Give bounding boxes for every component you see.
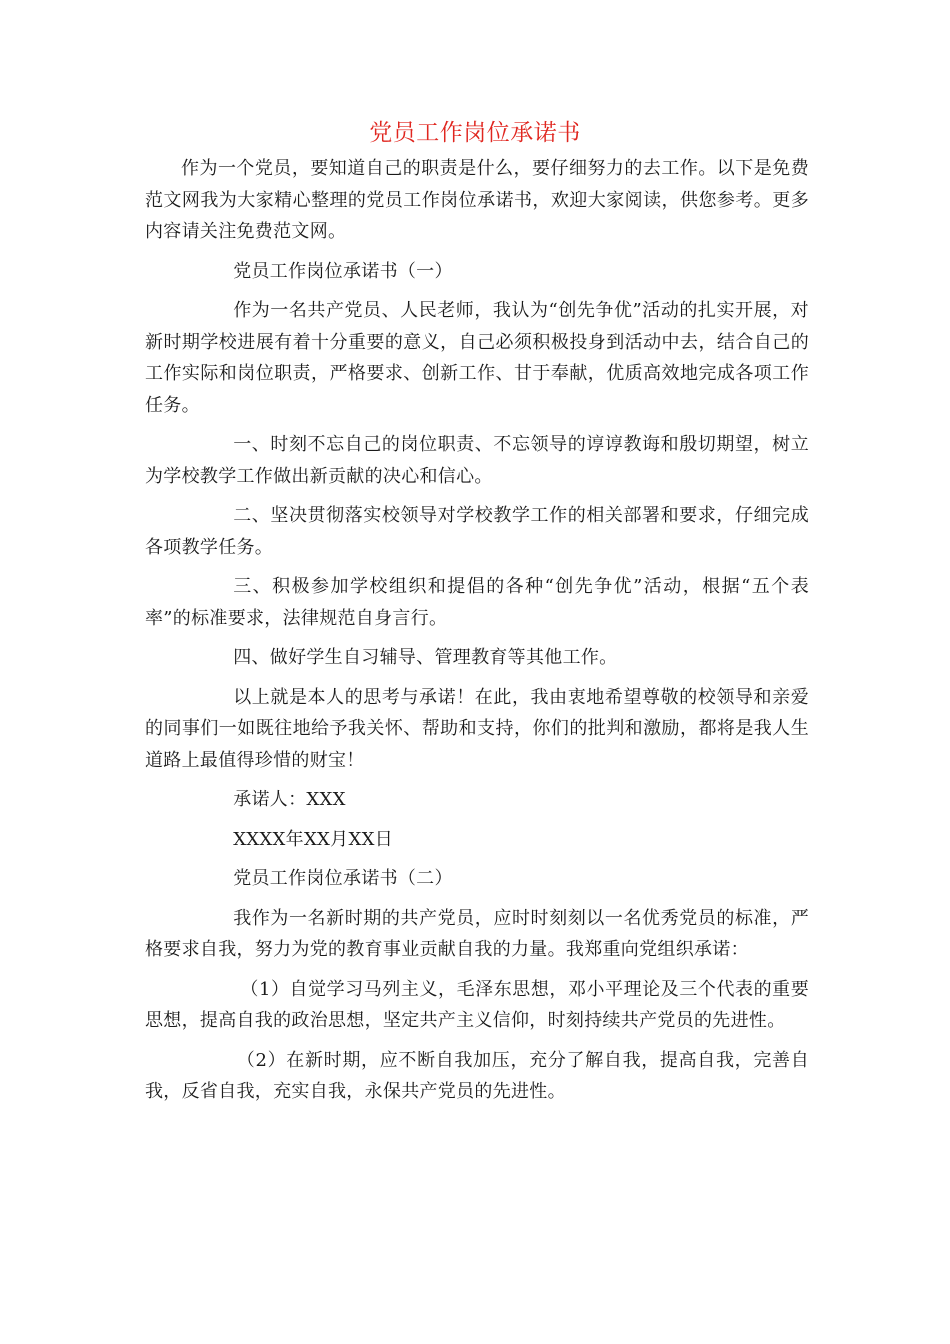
date: XXXX年XX月XX日 — [233, 828, 394, 850]
intro-paragraph: 作为一个党员，要知道自己的职责是什么，要仔细努力的去工作。以下是免费范文网我为大家精心整理的党员工作岗位承诺书，欢迎大家阅读，供您参考。更多内容请关注免费范文网。 — [145, 158, 809, 242]
section-heading-2: 党员工作岗位承诺书（二） — [233, 868, 453, 889]
commitment-item-2: （2）在新时期，应不断自我加压，充分了解自我，提高自我，完善自我，反省自我，充实自我，永保共产党员的先进性。 — [145, 1049, 809, 1102]
commitment-item-1: （1）自觉学习马列主义，毛泽东思想，邓小平理论及三个代表的重要思想，提高自我的政治思想，坚定共产主义信仰，时刻持续共产党员的先进性。 — [145, 978, 809, 1031]
section-heading-1: 党员工作岗位承诺书（一） — [233, 260, 453, 282]
signatory: 承诺人：XXX — [233, 789, 346, 810]
document-title: 党员工作岗位承诺书 — [369, 120, 581, 146]
commitment-item-2: 二、坚决贯彻落实校领导对学校教学工作的相关部署和要求，仔细完成各项教学任务。 — [145, 505, 809, 558]
closing-paragraph: 以上就是本人的思考与承诺！在此，我由衷地希望尊敬的校领导和亲爱的同事们一如既往地给予我关怀、帮助和支持，你们的批判和激励，都将是我人生道路上最值得珍惜的财宝！ — [145, 686, 809, 771]
commitment-item-3: 三、积极参加学校组织和提倡的各种“创先争优”活动，根据“五个表率”的标准要求，法律规范自身言行。 — [145, 576, 809, 629]
document-body — [145, 153, 809, 1108]
commitment-item-4: 四、做好学生自习辅导、管理教育等其他工作。 — [233, 647, 618, 668]
commitment-item-1: 一、时刻不忘自己的岗位职责、不忘领导的谆谆教诲和殷切期望，树立为学校教学工作做出新贡献的决心和信心。 — [145, 434, 809, 487]
paragraph: 作为一名共产党员、人民老师，我认为“创先争优”活动的扎实开展，对新时期学校进展有着十分重要的意义，自己必须积极投身到活动中去，结合自己的工作实际和岗位职责，严格要求、创新工作、甘于奉献，优质高效地完成各项工作任务。 — [145, 300, 809, 416]
paragraph: 我作为一名新时期的共产党员，应时时刻刻以一名优秀党员的标准，严格要求自我，努力为党的教育事业贡献自我的力量。我郑重向党组织承诺： — [145, 907, 809, 960]
